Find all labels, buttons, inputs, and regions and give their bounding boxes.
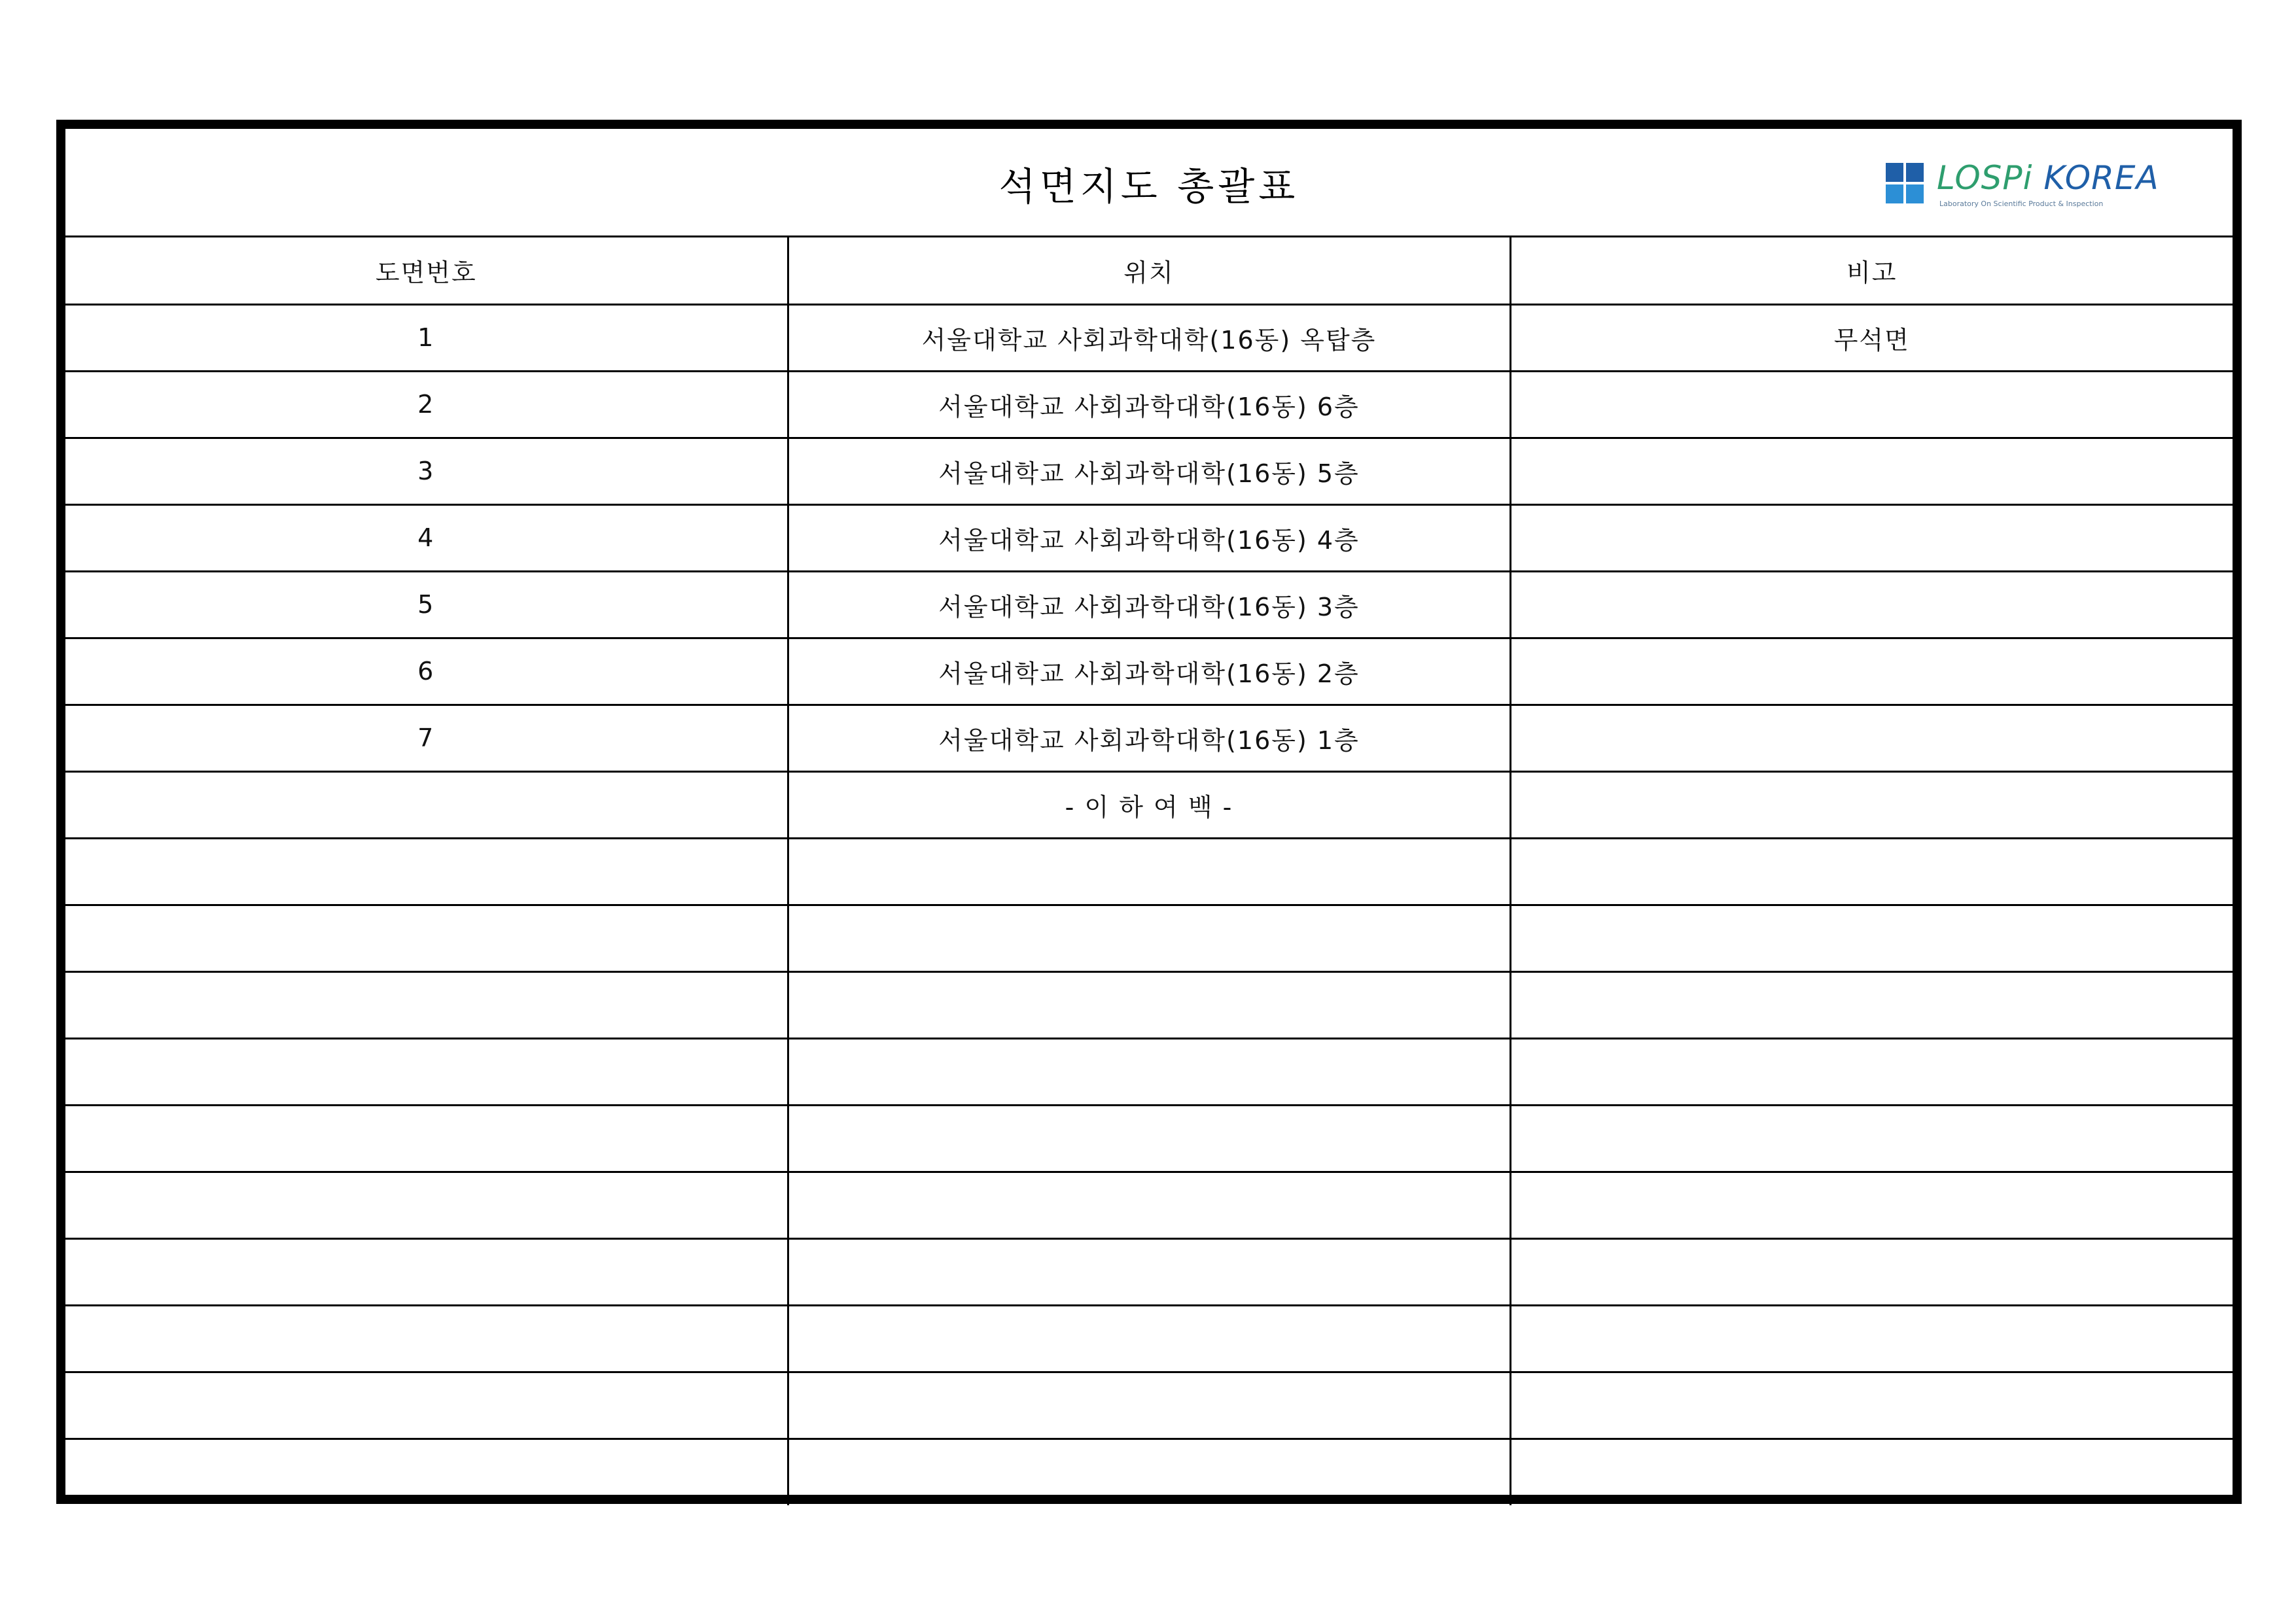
cell-location: 서울대학교 사회과학대학(16동) 6층 bbox=[788, 371, 1510, 438]
cell-location bbox=[788, 1172, 1510, 1238]
table-row bbox=[65, 304, 2233, 371]
table-row bbox=[65, 771, 2233, 838]
table-row bbox=[65, 705, 2233, 771]
cell-drawing-no: 6 bbox=[65, 638, 788, 705]
cell-remarks bbox=[1510, 371, 2233, 438]
cell-location bbox=[788, 1305, 1510, 1372]
cell-drawing-no bbox=[65, 971, 788, 1038]
cell-drawing-no bbox=[65, 771, 788, 838]
cell-remarks bbox=[1510, 905, 2233, 971]
page-title: 석면지도 총괄표 bbox=[998, 164, 1299, 209]
cell-location: 서울대학교 사회과학대학(16동) 5층 bbox=[788, 438, 1510, 504]
lospi-korea-logo bbox=[1886, 159, 2159, 214]
cell-location: 서울대학교 사회과학대학(16동) 3층 bbox=[788, 571, 1510, 638]
cell-drawing-no: 5 bbox=[65, 571, 788, 638]
cell-remarks bbox=[1510, 705, 2233, 771]
cell-location bbox=[788, 1439, 1510, 1505]
summary-sheet bbox=[56, 120, 2242, 1504]
cell-drawing-no: 4 bbox=[65, 504, 788, 571]
cell-remarks bbox=[1510, 638, 2233, 705]
cell-location: 서울대학교 사회과학대학(16동) 4층 bbox=[788, 504, 1510, 571]
cell-remarks bbox=[1510, 971, 2233, 1038]
cell-remarks bbox=[1510, 1172, 2233, 1238]
table-row bbox=[65, 438, 2233, 504]
cell-drawing-no bbox=[65, 1172, 788, 1238]
cell-location bbox=[788, 1038, 1510, 1105]
table-row bbox=[65, 1439, 2233, 1505]
cell-remarks bbox=[1510, 1105, 2233, 1172]
table-row bbox=[65, 638, 2233, 705]
cell-location: 서울대학교 사회과학대학(16동) 옥탑층 bbox=[788, 304, 1510, 371]
cell-remarks bbox=[1510, 504, 2233, 571]
cell-drawing-no bbox=[65, 1238, 788, 1305]
cell-location: 서울대학교 사회과학대학(16동) 2층 bbox=[788, 638, 1510, 705]
column-header-remarks: 비고 bbox=[1510, 237, 2233, 304]
cell-drawing-no: 7 bbox=[65, 705, 788, 771]
cell-remarks: 무석면 bbox=[1510, 304, 2233, 371]
cell-drawing-no bbox=[65, 838, 788, 905]
cell-remarks bbox=[1510, 571, 2233, 638]
table-row bbox=[65, 504, 2233, 571]
cell-drawing-no: 3 bbox=[65, 438, 788, 504]
cell-location bbox=[788, 971, 1510, 1038]
cell-remarks bbox=[1510, 838, 2233, 905]
column-header-location: 위치 bbox=[788, 237, 1510, 304]
table-row bbox=[65, 1238, 2233, 1305]
table-row bbox=[65, 1305, 2233, 1372]
table-row bbox=[65, 905, 2233, 971]
cell-drawing-no bbox=[65, 1439, 788, 1505]
cell-remarks bbox=[1510, 1238, 2233, 1305]
table-row bbox=[65, 1105, 2233, 1172]
cell-drawing-no bbox=[65, 1372, 788, 1439]
table-row bbox=[65, 838, 2233, 905]
cell-remarks bbox=[1510, 1038, 2233, 1105]
cell-drawing-no bbox=[65, 1305, 788, 1372]
cell-drawing-no: 2 bbox=[65, 371, 788, 438]
table-row bbox=[65, 971, 2233, 1038]
table-row bbox=[65, 1038, 2233, 1105]
table-row bbox=[65, 1372, 2233, 1439]
cell-drawing-no bbox=[65, 905, 788, 971]
table-header-row bbox=[65, 237, 2233, 304]
cell-location bbox=[788, 1238, 1510, 1305]
cell-location bbox=[788, 838, 1510, 905]
drawing-summary-table bbox=[65, 237, 2233, 1505]
logo-wordmark: LOSPi KOREA bbox=[1937, 159, 2159, 197]
cell-location: - 이 하 여 백 - bbox=[788, 771, 1510, 838]
column-header-drawing-no: 도면번호 bbox=[65, 237, 788, 304]
table-row bbox=[65, 1172, 2233, 1238]
title-row bbox=[65, 129, 2233, 237]
cell-remarks bbox=[1510, 1439, 2233, 1505]
cell-remarks bbox=[1510, 771, 2233, 838]
cell-location bbox=[788, 1372, 1510, 1439]
cell-location: 서울대학교 사회과학대학(16동) 1층 bbox=[788, 705, 1510, 771]
table-row bbox=[65, 571, 2233, 638]
cell-remarks bbox=[1510, 1305, 2233, 1372]
cell-location bbox=[788, 1105, 1510, 1172]
cell-drawing-no bbox=[65, 1105, 788, 1172]
logo-tagline: Laboratory On Scientific Product & Inspection bbox=[1939, 200, 2104, 208]
cell-location bbox=[788, 905, 1510, 971]
cell-remarks bbox=[1510, 438, 2233, 504]
cell-drawing-no: 1 bbox=[65, 304, 788, 371]
logo-squares-icon bbox=[1886, 163, 1924, 203]
cell-remarks bbox=[1510, 1372, 2233, 1439]
cell-drawing-no bbox=[65, 1038, 788, 1105]
table-row bbox=[65, 371, 2233, 438]
